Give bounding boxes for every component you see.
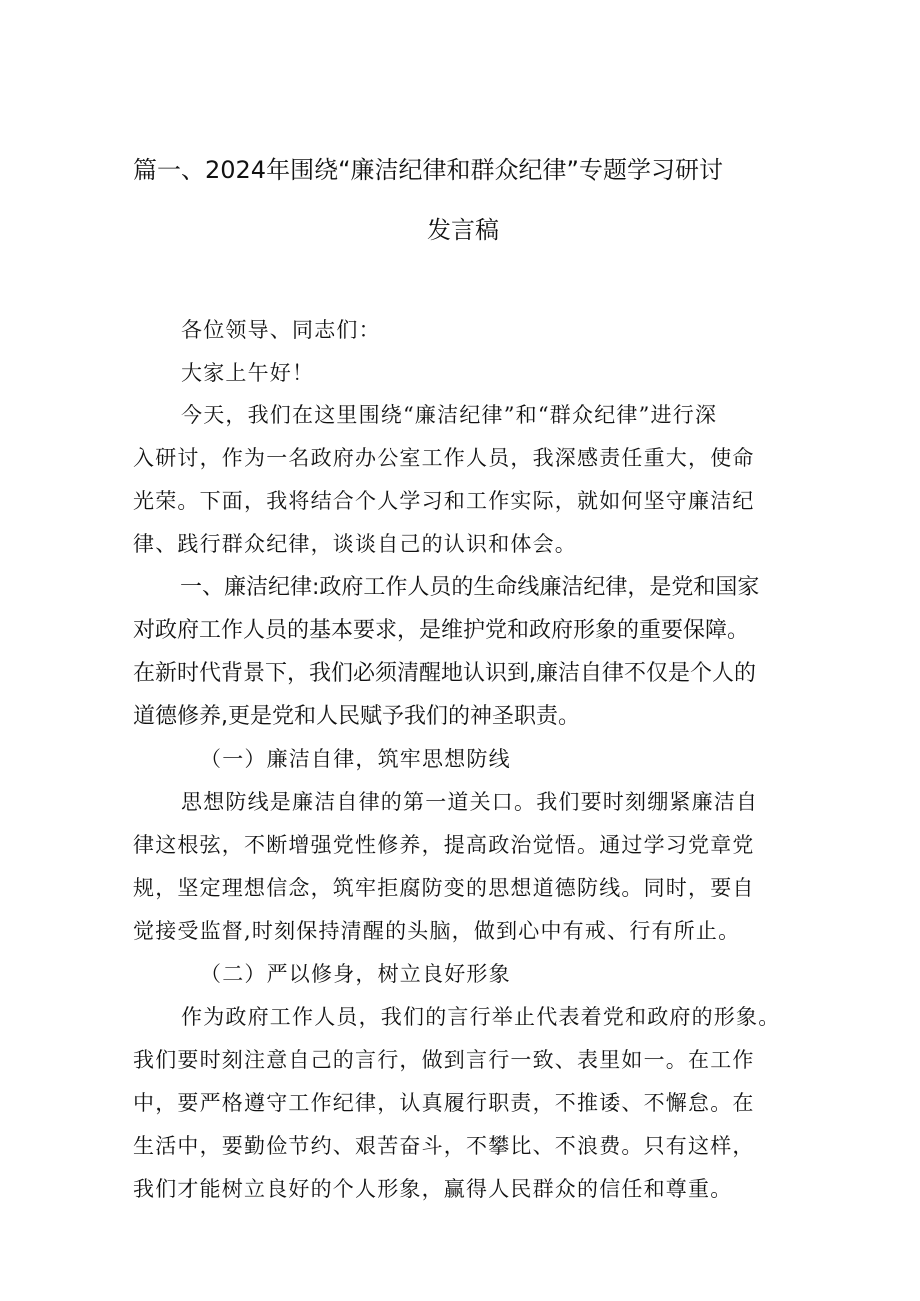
paragraph-line: 光荣。下面，我将结合个人学习和工作实际，就如何坚守廉洁纪: [133, 489, 755, 513]
salutation: 各位领导、同志们：: [181, 318, 381, 342]
subheading-2: （二）严以修身，树立良好形象: [200, 962, 511, 986]
paragraph-line: 规，坚定理想信念，筑牢拒腐防变的思想道德防线。同时，要自: [133, 876, 755, 900]
greeting: 大家上午好！: [181, 361, 315, 385]
section-paragraph-line: 在新时代背景下，我们必须清醒地认识到,廉洁自律不仅是个人的: [133, 661, 756, 686]
paragraph-line: 入研讨，作为一名政府办公室工作人员，我深感责任重大，使命: [133, 446, 755, 470]
paragraph-line: 生活中，要勤俭节约、艰苦奋斗，不攀比、不浪费。只有这样，: [133, 1134, 755, 1158]
document-title-line-1: 篇一、2024年围绕“廉洁纪律和群众纪律”专题学习研讨: [133, 156, 723, 184]
section-paragraph-line: 道德修养,更是党和人民赋予我们的神圣职责。: [133, 704, 580, 729]
paragraph-line: 作为政府工作人员，我们的言行举止代表着党和政府的形象。: [181, 1005, 781, 1029]
paragraph-line: 我们要时刻注意自己的言行，做到言行一致、表里如一。在工作: [133, 1048, 755, 1072]
section-heading-line: 一、廉洁纪律:政府工作人员的生命线廉洁纪律，是党和国家: [180, 575, 760, 600]
paragraph-line: 我们才能树立良好的个人形象，赢得人民群众的信任和尊重。: [133, 1177, 733, 1201]
paragraph-line: 律这根弦，不断增强党性修养，提高政治觉悟。通过学习党章党: [133, 833, 755, 857]
paragraph-line: 中，要严格遵守工作纪律，认真履行职责，不推诿、不懈怠。在: [133, 1091, 755, 1115]
subheading-1: （一）廉洁自律，筑牢思想防线: [200, 747, 511, 771]
paragraph-line: 律、践行群众纪律，谈谈自己的认识和体会。: [133, 532, 577, 556]
paragraph-line: 思想防线是廉洁自律的第一道关口。我们要时刻绷紧廉洁自: [181, 790, 759, 814]
document-title-line-2: 发言稿: [427, 216, 499, 244]
paragraph-line: 今天，我们在这里围绕“廉洁纪律”和“群众纪律”进行深: [181, 403, 718, 427]
section-paragraph-line: 对政府工作人员的基本要求，是维护党和政府形象的重要保障。: [133, 618, 750, 643]
paragraph-line: 觉接受监督,时刻保持清醒的头脑，做到心中有戒、行有所止。: [133, 919, 741, 943]
